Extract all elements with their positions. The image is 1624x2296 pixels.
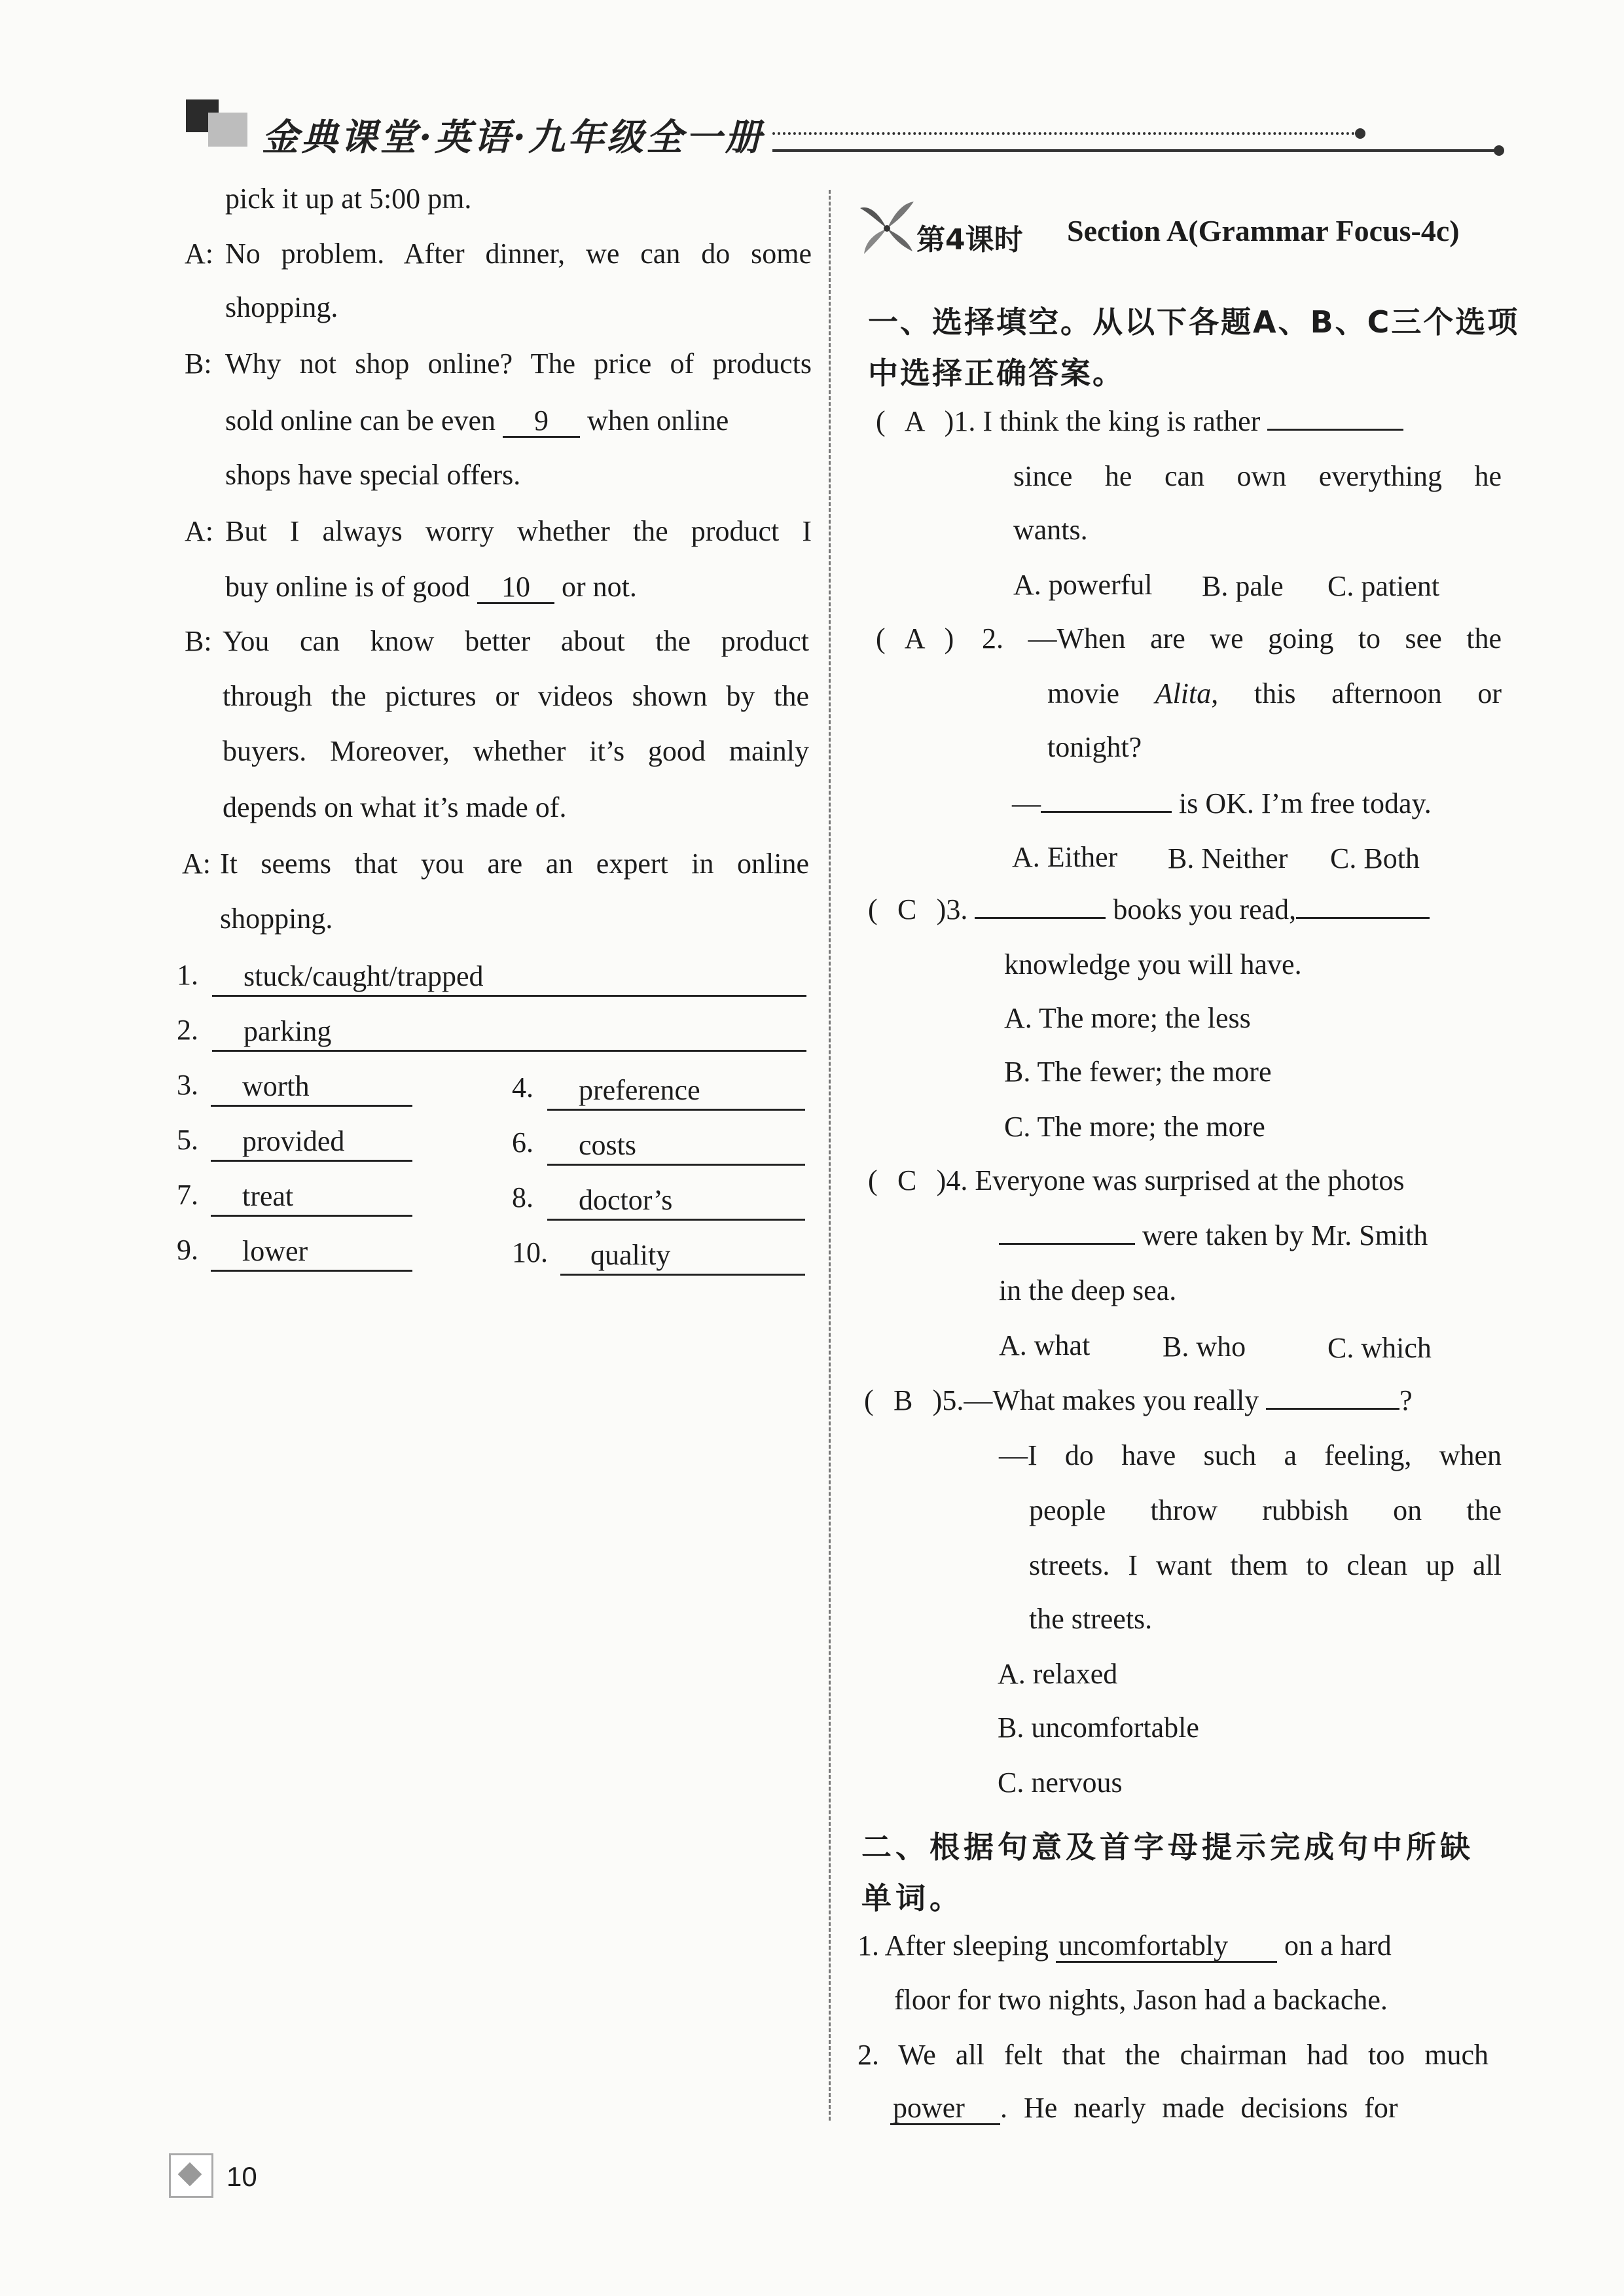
answer-choice: C (897, 1164, 917, 1196)
question-text: on a hard (1284, 1929, 1392, 1962)
answer-number: 6. (512, 1126, 533, 1158)
blank (1041, 811, 1172, 813)
answer-choice: C (897, 893, 917, 925)
dialogue-line: No problem. After dinner, we can do some (225, 238, 812, 270)
dialogue-text: when online (586, 404, 729, 437)
movie-title: Alita (1155, 677, 1212, 709)
fill-question-2 (857, 2041, 1489, 2070)
question-text: ? (1399, 1384, 1413, 1416)
question-text: books you read, (1113, 893, 1297, 925)
question-text: Everyone was surprised at the photos (975, 1164, 1405, 1196)
dialogue-line: You can know better about the product (223, 625, 809, 657)
answer-line (211, 1215, 412, 1217)
answer-number: 5. (177, 1124, 198, 1156)
dialogue-line: depends on what it’s made of. (223, 791, 567, 823)
question-text: , this afternoon or (1211, 677, 1502, 709)
answer-choice: A (904, 622, 926, 655)
question-text: tonight? (1047, 731, 1142, 763)
paren-close: ) (932, 1384, 943, 1416)
answer-line (212, 1050, 806, 1052)
dash: — (1012, 787, 1041, 819)
option: C. patient (1327, 570, 1440, 602)
question-text (1012, 789, 1432, 818)
question-text (890, 2093, 1398, 2125)
paren-open: ( (876, 405, 886, 437)
option: C. nervous (998, 1767, 1123, 1799)
answer-line (547, 1164, 805, 1166)
question-number: 3. (946, 893, 968, 925)
blank (1296, 917, 1430, 919)
question-number: 1. (954, 405, 976, 437)
paren-open: ( (876, 622, 886, 655)
answer-text: stuck/caught/trapped (244, 960, 484, 992)
option: B. uncomfortable (998, 1712, 1199, 1744)
question-text: were taken by Mr. Smith (1142, 1219, 1428, 1251)
question-text: I think the king is rather (983, 405, 1261, 437)
question-text: —What makes you really (964, 1384, 1259, 1416)
question-5 (864, 1386, 1413, 1415)
answer-line (547, 1109, 805, 1111)
page-number: 10 (226, 2161, 257, 2192)
option: A. relaxed (998, 1658, 1118, 1690)
question-text: wants. (1013, 514, 1088, 546)
question-number: 2. (857, 2039, 879, 2071)
question-number: 5. (942, 1384, 964, 1416)
header-dotted-rule (772, 132, 1360, 135)
answer-number: 9. (177, 1234, 198, 1266)
answer-number: 7. (177, 1179, 198, 1211)
dialogue-line: But I always worry whether the product I (225, 515, 812, 547)
dialogue-line: shopping. (225, 291, 338, 323)
fill-question-1 (857, 1931, 1392, 1963)
blank (1266, 1408, 1399, 1410)
answer-fill: power (890, 2093, 1000, 2125)
option: C. The more; the more (1004, 1111, 1265, 1143)
question-text: floor for two nights, Jason had a backache. (894, 1984, 1388, 2016)
answer-text: lower (242, 1235, 308, 1267)
dialogue-line: shopping. (220, 903, 333, 935)
paren-close: ) (936, 893, 947, 925)
answer-line (211, 1160, 412, 1162)
answer-line (212, 995, 806, 997)
paren-close: ) (944, 405, 954, 437)
question-number: 2. (982, 622, 1003, 655)
option: A. what (999, 1329, 1091, 1361)
leaf-icon (857, 196, 916, 259)
dialogue-text: buy online is of good (225, 571, 470, 603)
option: C. Both (1330, 842, 1420, 874)
paren-open: ( (868, 893, 878, 925)
header-logo-grey-square (208, 113, 247, 147)
speaker-label: A: (185, 238, 213, 270)
part1-heading: 一、选择填空。从以下各题A、B、C三个选项 (868, 304, 1520, 340)
question-1 (876, 407, 1403, 436)
part2-heading: 二、根据句意及首字母提示完成句中所缺 (861, 1829, 1474, 1865)
question-text: knowledge you will have. (1004, 948, 1302, 980)
question-text: movie (1047, 677, 1119, 709)
answer-number: 10. (512, 1236, 548, 1268)
answer-line (211, 1105, 412, 1107)
question-text: in the deep sea. (999, 1274, 1177, 1306)
dialogue-line: shops have special offers. (225, 459, 521, 491)
option: B. who (1163, 1331, 1246, 1363)
option: B. Neither (1168, 842, 1288, 874)
answer-choice: B (893, 1384, 913, 1416)
blank-9: 9 (503, 406, 580, 438)
lesson-label: 第4课时 (916, 223, 1023, 257)
header-solid-rule (772, 149, 1499, 152)
paren-close: ) (936, 1164, 947, 1196)
option: C. which (1327, 1332, 1432, 1364)
answer-fill: uncomfortably (1056, 1931, 1277, 1963)
answer-number: 2. (177, 1014, 198, 1046)
blank (975, 917, 1106, 919)
answer-choice: A (904, 405, 926, 437)
answer-text: treat (242, 1180, 294, 1212)
question-text: streets. I want them to clean up all (1029, 1549, 1502, 1581)
answer-text: provided (242, 1125, 345, 1157)
blank-10: 10 (477, 572, 554, 604)
question-text (982, 624, 1502, 653)
answer-line (547, 1219, 805, 1221)
paren-close: ) (944, 622, 954, 655)
question-text: —When are we going to see the (1028, 622, 1502, 655)
question-4 (868, 1166, 1405, 1195)
book-title: 金典课堂·英语·九年级全一册 (262, 116, 764, 159)
answer-text: doctor’s (579, 1184, 673, 1216)
question-text: people throw rubbish on the (1029, 1494, 1502, 1526)
dialogue-line (225, 406, 729, 438)
option: A. The more; the less (1004, 1002, 1251, 1034)
dialogue-text: sold online can be even (225, 404, 496, 437)
question-text: . He nearly made decisions for (1000, 2092, 1398, 2124)
question-number: 4. (946, 1164, 968, 1196)
dialogue-line (225, 572, 637, 604)
column-divider (829, 190, 831, 2121)
header-rule-dot (1494, 145, 1504, 156)
blank (1267, 429, 1403, 431)
dialogue-line: It seems that you are an expert in online (220, 848, 809, 880)
option: B. The fewer; the more (1004, 1056, 1272, 1088)
speaker-label: A: (182, 848, 211, 880)
speaker-label: B: (185, 348, 212, 380)
answer-number: 8. (512, 1181, 533, 1213)
dialogue-line: through the pictures or videos shown by the (223, 680, 809, 712)
question-number: 1. (857, 1929, 879, 1962)
question-text: since he can own everything he (1013, 460, 1502, 492)
dialogue-line: pick it up at 5:00 pm. (225, 183, 472, 215)
question-text (1047, 679, 1502, 708)
lesson-title: Section A(Grammar Focus-4c) (1067, 214, 1460, 247)
answer-text: preference (579, 1074, 700, 1106)
option: B. pale (1202, 570, 1284, 602)
question-text: —I do have such a feeling, when (999, 1439, 1502, 1471)
part1-heading: 中选择正确答案。 (868, 355, 1125, 391)
answer-number: 3. (177, 1069, 198, 1101)
question-text: After sleeping (884, 1929, 1049, 1962)
answer-text: worth (242, 1070, 310, 1102)
question-text: the streets. (1029, 1603, 1153, 1635)
question-2 (876, 624, 954, 653)
question-text: is OK. I’m free today. (1179, 787, 1432, 819)
blank (999, 1243, 1135, 1245)
dialogue-line: buyers. Moreover, whether it’s good mainly (223, 735, 809, 767)
question-3 (868, 895, 1430, 924)
speaker-label: B: (185, 625, 212, 657)
question-text (999, 1221, 1428, 1250)
answer-number: 4. (512, 1071, 533, 1103)
answer-number: 1. (177, 959, 198, 991)
answer-text: parking (244, 1015, 332, 1047)
paren-open: ( (868, 1164, 878, 1196)
option: A. powerful (1013, 569, 1153, 601)
dialogue-line: Why not shop online? The price of products (225, 348, 812, 380)
paren-open: ( (864, 1384, 874, 1416)
answer-text: quality (590, 1239, 671, 1271)
speaker-label: A: (185, 515, 213, 547)
header-rule-dot (1355, 128, 1365, 139)
answer-text: costs (579, 1129, 636, 1161)
answer-line (560, 1274, 805, 1276)
question-text: We all felt that the chairman had too much (898, 2039, 1489, 2071)
answer-line (211, 1270, 412, 1272)
part2-heading: 单词。 (861, 1880, 964, 1916)
option: A. Either (1012, 841, 1118, 873)
dialogue-text: or not. (561, 571, 637, 603)
